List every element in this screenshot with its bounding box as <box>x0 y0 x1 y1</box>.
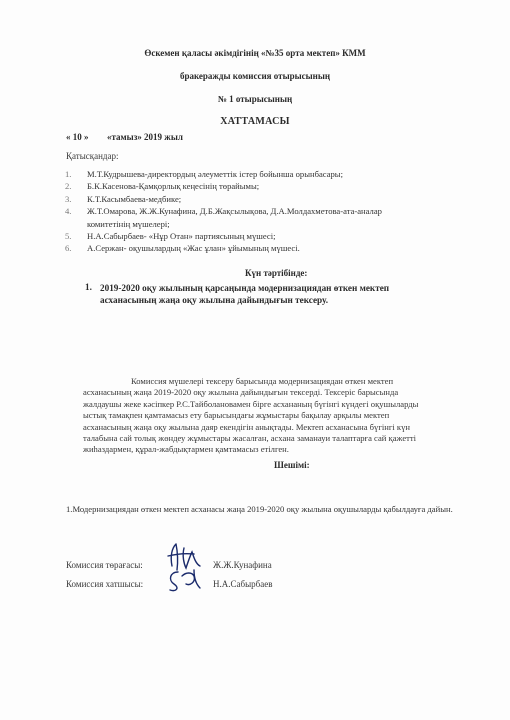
participant-item: 2. Б.К.Касенова-Қамқорлық кеңесінің төрайымы; <box>65 181 260 192</box>
decision-text: 1.Модернизациядан өткен мектеп асханасы жаңа 2019-2020 оқу жылына оқушыларды қабылдауға дайын. <box>66 504 453 514</box>
chair-role: Комиссия төрағасы: <box>66 560 143 570</box>
agenda-item-text: 2019-2020 оқу жылының қарсаңында модернизациядан өткен мектеп асханасының жаңа оқу жылына дайындығын тексеру. <box>100 283 390 305</box>
secretary-signature <box>164 566 208 594</box>
chair-name: Ж.Ж.Кунафина <box>213 560 272 570</box>
secretary-name: Н.А.Сабырбаев <box>213 579 273 589</box>
document-title: ХАТТАМАСЫ <box>220 116 290 127</box>
report-paragraph <box>83 376 435 456</box>
commission-line: бракеражды комиссия отырысының <box>179 71 331 81</box>
organization-line: Өскемен қаласы әкімдігінің «№35 орта мектеп» КММ <box>144 48 366 58</box>
date-day: « 10 » <box>66 132 89 142</box>
participants-heading: Қатысқандар: <box>66 151 119 161</box>
participant-item: 3. К.Т.Касымбаева-медбике; <box>65 193 182 204</box>
secretary-role: Комиссия хатшысы: <box>66 579 144 589</box>
agenda-heading: Күн тәртібінде: <box>245 268 308 278</box>
participant-item: 5. Н.А.Сабырбаев- «Нұр Отан» партиясының мүшесі; <box>65 231 276 242</box>
date-month-year: «тамыз» 2019 жыл <box>107 132 183 142</box>
participants-list <box>65 168 382 255</box>
decision-heading: Шешімі: <box>274 460 310 470</box>
participant-item: 6. А.Сержан- оқушылардың «Жас ұлан» ұйымының мүшесі. <box>65 243 300 254</box>
agenda-item-number: 1. <box>85 282 92 292</box>
report-text: Комиссия мүшелері тексеру барысында модернизациядан өткен мектеп асханасының жаңа 2019-2020 оқу жылына дайындығын тексерді. Тексеріс барысында жалдаушы жеке кәсіпкер Р.С.Тайболановамен бірге асхананың бүгінгі күндегі оқушыларды ыстық тамақпен қамтамасыз ету барысындағы жұмыстары бақылау арқылы мектеп асханасының жаңа оқу жылына даяр екендігін анықтады. Мектеп асханасына бүгінгі күн талабына сай толық жөндеу жұмыстары жасалған, асхана заманауи талаптарға сай қажетті жиһаздармен, құрал-жабдықтармен қамтамасыз етілген. <box>83 376 419 455</box>
participant-item: комитетінің мүшелері; <box>87 218 170 229</box>
meeting-number: № 1 отырысының <box>217 94 293 104</box>
participant-item: 1. М.Т.Кудрышева-директордың әлеуметтік істер бойынша орынбасары; <box>65 169 343 179</box>
participant-item: 4. Ж.Т.Омарова, Ж.Ж.Кунафина, Д.Б.Жақсылықова, Д.А.Молдахметова-ата-аналар <box>65 206 382 217</box>
